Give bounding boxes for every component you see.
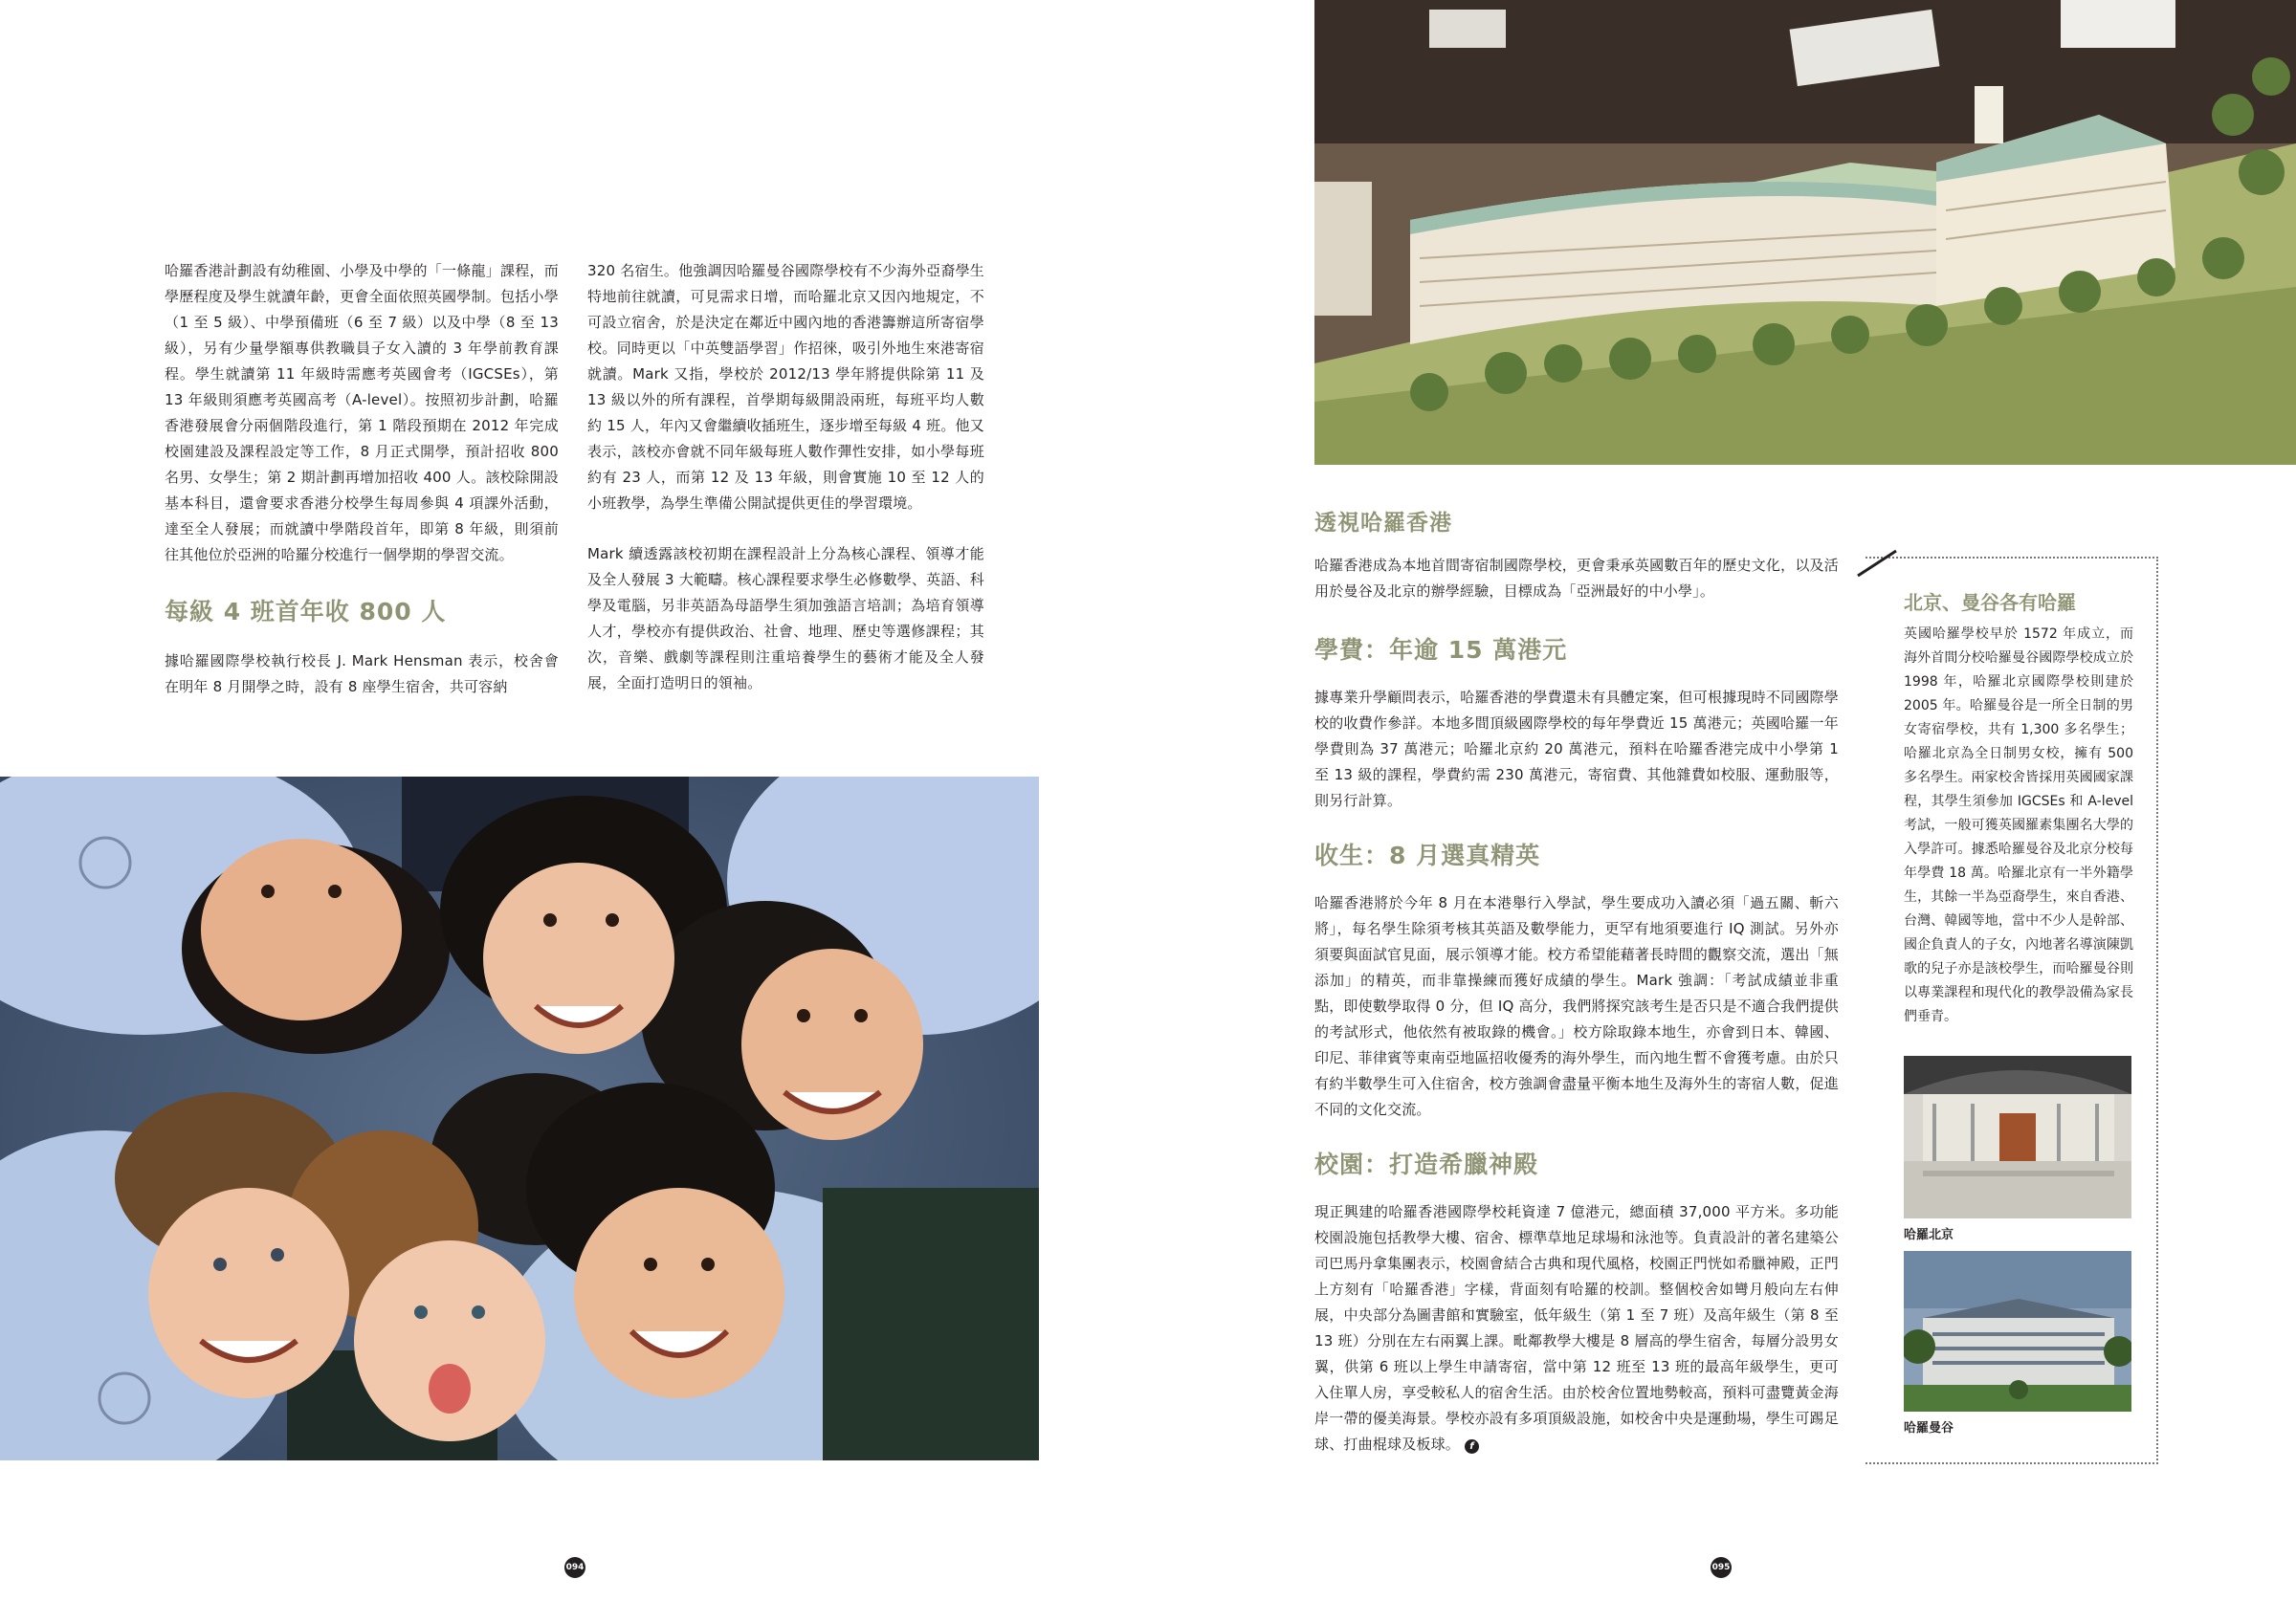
bangkok-exterior-illustration (1904, 1251, 2131, 1412)
section-title: 透視哈羅香港 (1314, 511, 1452, 536)
left-intro-paragraph: 哈羅香港計劃設有幼稚園、小學及中學的「一條龍」課程，而學歷程度及學生就讀年齡，更會全面依照英國學制。包括小學（1 至 5 級）、中學預備班（6 至 7 級）以及中學（8 至 13 級），另有少量學額專供教職員子女入讀的 3 年學前教育課程。學生就讀第 11 年級時需應考英國會考（IGCSEs），第 13 年級則須應考英國高考（A-level）。按照初步計劃，哈羅香港發展會分兩個階段進行，第 1 階段預期在 2012 年完成校園建設及課程設定等工作，8 月正式開學，預計招收 800 名男、女學生；第 2 期計劃再增加招收 400 人。該校除開設基本科目，還會要求香港分校學生每周參與 4 項課外活動，達至全人發展；而就讀中學階段首年，即第 8 年級，則須前往其他位於亞洲的哈羅分校進行一個學期的學習交流。 (165, 262, 559, 563)
section-heading-fees: 學費：年逾 15 萬港元 (1314, 636, 1568, 664)
left-column-2 (587, 258, 984, 696)
beijing-interior-illustration (1904, 1056, 2131, 1218)
campus-model-photo (1314, 0, 2296, 465)
sidebar-content (1904, 587, 2133, 1029)
beijing-caption: 哈羅北京 (1904, 1228, 1954, 1242)
left-hensman-paragraph: 據哈羅國際學校執行校長 J. Mark Hensman 表示，校舍會在明年 8 月開學之時，設有 8 座學生宿舍，共可容納 (165, 652, 559, 695)
left-column-1 (165, 258, 559, 700)
left-curriculum-paragraph: Mark 續透露該校初期在課程設計上分為核心課程、領導才能及全人發展 3 大範疇。核心課程要求學生必修數學、英語、科學及電腦，另非英語為母語學生須加強語言培訓；為培育領導人才，學校亦有提供政治、社會、地理、歷史等選修課程；其次，音樂、戲劇等課程則注重培養學生的藝術才能及全人發展，全面打造明日的領袖。 (587, 545, 984, 691)
page-number-left: 094 (564, 1557, 585, 1578)
children-illustration (0, 777, 1039, 1460)
sidebar-title: 北京、曼谷各有哈羅 (1904, 591, 2076, 614)
section-text-campus-body: 現正興建的哈羅香港國際學校耗資達 7 億港元，總面積 37,000 平方米。多功能校園設施包括教學大樓、宿舍、標準草地足球場和泳池等。負責設計的著名建築公司巴馬丹拿集團表示，校園會結合古典和現代風格，校園正門恍如希臘神殿，正門上方刻有「哈羅香港」字樣，背面刻有哈羅的校訓。整個校舍如彎月般向左右伸展，中央部分為圖書館和實驗室，低年級生（第 1 至 7 班）及高年級生（第 8 至 13 班）分別在左右兩翼上課。毗鄰教學大樓是 8 層高的學生宿舍，每層分設男女翼，供第 6 班以上學生申請寄宿，當中第 12 班至 13 班的最高年級學生，更可入住單人房，享受較私人的宿舍生活。由於校舍位置地勢較高，預料可盡覽黃金海岸一帶的優美海景。學校亦設有多項頂級設施，如校舍中央是運動場，學生可踢足球、打曲棍球及板球。 (1314, 1203, 1839, 1453)
bangkok-caption: 哈羅曼谷 (1904, 1421, 1954, 1436)
sidebar-slash-icon (1854, 549, 1902, 578)
section-text-fees: 據專業升學顧問表示，哈羅香港的學費還未有具體定案，但可根據現時不同國際學校的收費作參詳。本地多間頂級國際學校的每年學費近 15 萬港元；英國哈羅一年學費則為 37 萬港元；哈羅北京約 20 萬港元，預料在哈羅香港完成中小學第 1 至 13 級的課程，學費約需 230 萬港元，寄宿費、其他雜費如校服、運動服等，則另行計算。 (1314, 689, 1839, 809)
section-heading-campus: 校園：打造希臘神殿 (1314, 1151, 1539, 1178)
sidebar-box (1866, 557, 2158, 1464)
section-text-admission: 哈羅香港將於今年 8 月在本港舉行入學試，學生要成功入讀必須「過五關、斬六將」，每名學生除須考核其英語及數學能力，更罕有地須要進行 IQ 測試。另外亦須要與面試官見面，展示領導才能。校方希望能藉著長時間的觀察交流，選出「無添加」的精英，而非靠操練而獲好成績的學生。Mark 強調：「考試成績並非重點，即使數學取得 0 分，但 IQ 高分，我們將探究該考生是否只是不適合我們提供的考試形式，他依然有被取錄的機會。」校方除取錄本地生，亦會到日本、韓國、印尼、菲律賓等東南亞地區招收優秀的海外學生，而內地生暫不會獲考慮。由於只有約半數學生可入住宿舍，校方強調會盡量平衡本地生及海外生的寄宿人數，促進不同的文化交流。 (1314, 894, 1839, 1118)
children-photo (0, 777, 1039, 1460)
beijing-photo (1904, 1056, 2131, 1218)
section-text-campus (1314, 1199, 1839, 1458)
left-heading-800: 每級 4 班首年收 800 人 (165, 598, 447, 625)
campus-model-illustration (1314, 0, 2296, 465)
page-number-right: 095 (1711, 1557, 1732, 1578)
bangkok-photo (1904, 1251, 2131, 1412)
left-boarding-paragraph: 320 名宿生。他強調因哈羅曼谷國際學校有不少海外亞裔學生特地前往就讀，可見需求日增，而哈羅北京又因內地規定，不可設立宿舍，於是決定在鄰近中國內地的香港籌辦這所寄宿學校。同時更以「中英雙語學習」作招徠，吸引外地生來港寄宿就讀。Mark 又指，學校於 2012/13 學年將提供除第 11 及 13 級以外的所有課程，首學期每級開設兩班，每班平均人數約 15 人，年內又會繼續收插班生，逐步增至每級 4 班。他又表示，該校亦會就不同年級每班人數作彈性安排，如小學每班約有 23 人，而第 12 及 13 年級，則會實施 10 至 12 人的小班教學，為學生準備公開試提供更佳的學習環境。 (587, 262, 984, 512)
end-mark-icon: f (1465, 1439, 1479, 1454)
lead-paragraph: 哈羅香港成為本地首間寄宿制國際學校，更會秉承英國數百年的歷史文化，以及活用於曼谷及北京的辦學經驗，目標成為「亞洲最好的中小學」。 (1314, 557, 1839, 600)
section-heading-admission: 收生：8 月選真精英 (1314, 842, 1541, 869)
right-main-column (1314, 631, 1839, 1458)
sidebar-text: 英國哈羅學校早於 1572 年成立，而海外首間分校哈羅曼谷國際學校成立於 1998 年，哈羅北京國際學校則建於 2005 年。哈羅曼谷是一所全日制的男女寄宿學校，共有 1,300 多名學生；哈羅北京為全日制男女校，擁有 500 多名學生。兩家校舍皆採用英國國家課程，其學生須參加 IGCSEs 和 A-level 考試，一般可獲英國羅素集團名大學的入學許可。據悉哈羅曼谷及北京分校每年學費 18 萬。哈羅北京有一半外籍學生，其餘一半為亞裔學生，來自香港、台灣、韓國等地，當中不少人是幹部、國企負責人的子女，內地著名導演陳凱歌的兒子亦是該校學生，而哈羅曼谷則以專業課程和現代化的教學設備為家長們垂青。 (1904, 626, 2133, 1024)
